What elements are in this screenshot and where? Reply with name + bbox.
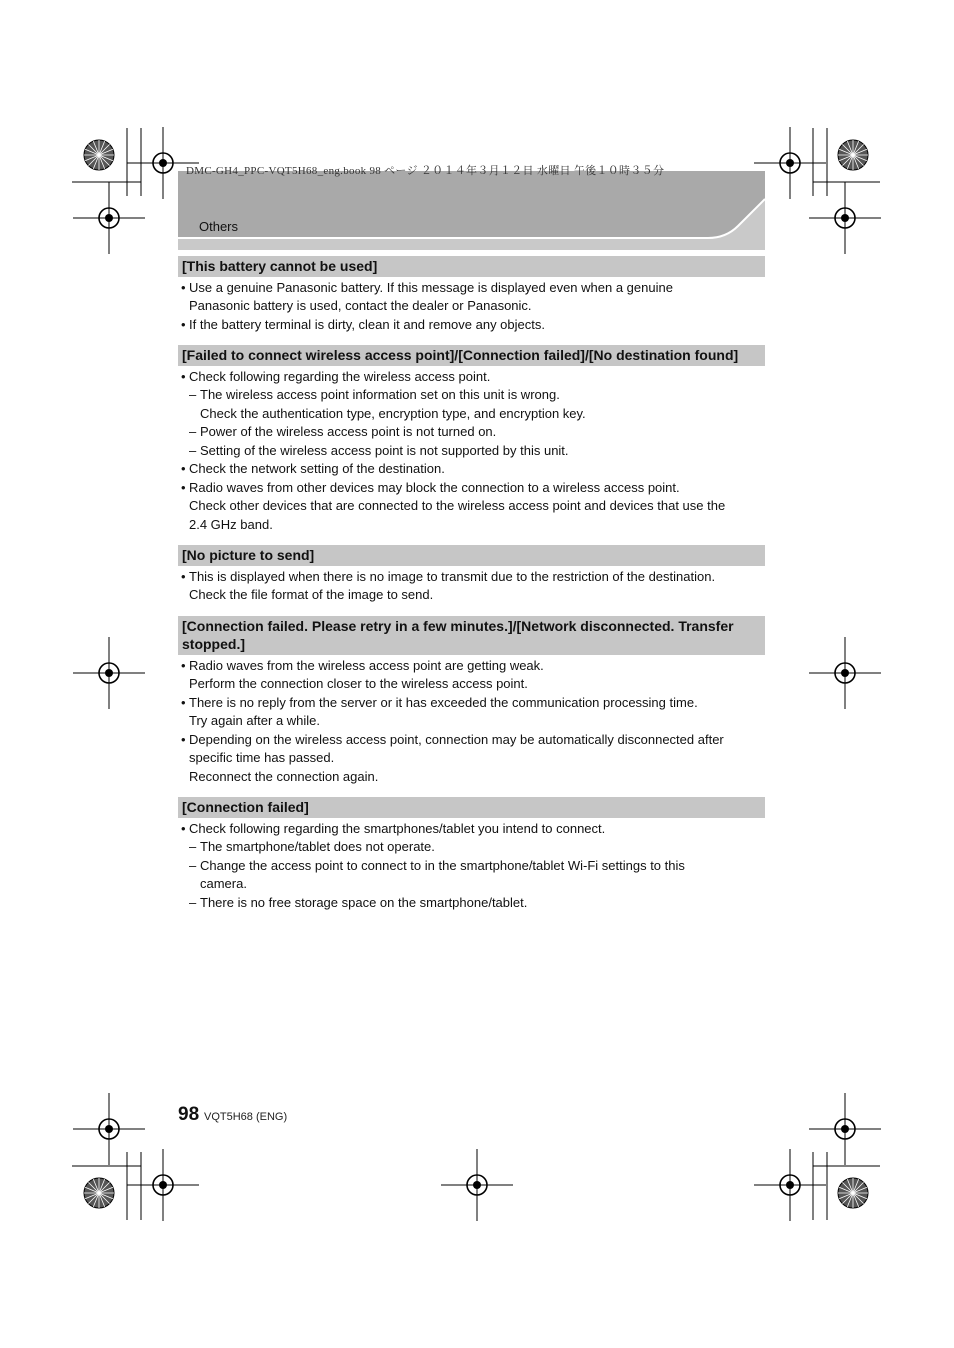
section-body bbox=[178, 368, 765, 535]
continuation-line: Reconnect the connection again. bbox=[189, 768, 379, 784]
page-content bbox=[178, 256, 765, 923]
bullet-item: • Radio waves from the wireless access point are getting weak. bbox=[178, 657, 765, 676]
continuation-line: Perform the connection closer to the wireless access point. bbox=[189, 676, 528, 691]
page-number: 98 bbox=[178, 1104, 200, 1125]
section-heading: [Failed to connect wireless access point]/[Connection failed]/[No destination found] bbox=[178, 345, 765, 366]
section-body bbox=[178, 657, 765, 787]
document-code: VQT5H68 (ENG) bbox=[204, 1111, 288, 1123]
dash-item: – Change the access point to connect to in the smartphone/tablet Wi-Fi settings to this bbox=[178, 857, 765, 876]
bullet-item: • Use a genuine Panasonic battery. If this message is displayed even when a genuine bbox=[178, 279, 765, 298]
continuation-line: Check the authentication type, encryption type, and encryption key. bbox=[200, 405, 586, 421]
bullet-item: • Check following regarding the smartphones/tablet you intend to connect. bbox=[178, 820, 765, 839]
continuation-line: Try again after a while. bbox=[189, 713, 321, 728]
section-heading: [No picture to send] bbox=[178, 545, 765, 566]
header-band bbox=[178, 171, 765, 250]
bullet-item: • Check the network setting of the destination. bbox=[178, 460, 765, 479]
bullet-item: • Radio waves from other devices may block the connection to a wireless access point. bbox=[178, 479, 765, 498]
bullet-item: • Depending on the wireless access point, connection may be automatically disconnected after bbox=[178, 731, 765, 750]
bullet-item: • If the battery terminal is dirty, clean it and remove any objects. bbox=[178, 316, 765, 335]
section-body bbox=[178, 568, 765, 605]
bullet-item: • Check following regarding the wireless access point. bbox=[178, 368, 765, 387]
dash-item: – There is no free storage space on the smartphone/tablet. bbox=[178, 894, 765, 913]
section-label: Others bbox=[199, 219, 239, 234]
dash-item: – The smartphone/tablet does not operate. bbox=[178, 838, 765, 857]
dash-item: – Setting of the wireless access point is not supported by this unit. bbox=[178, 442, 765, 461]
section-heading: [This battery cannot be used] bbox=[178, 256, 765, 277]
continuation-line: Check the file format of the image to send. bbox=[189, 587, 434, 602]
dash-item: – The wireless access point information set on this unit is wrong. bbox=[178, 386, 765, 405]
bullet-item: • This is displayed when there is no image to transmit due to the restriction of the destination. bbox=[178, 568, 765, 587]
bullet-item: • There is no reply from the server or it has exceeded the communication processing time. bbox=[178, 694, 765, 713]
section-body bbox=[178, 279, 765, 335]
dash-item: – Power of the wireless access point is not turned on. bbox=[178, 423, 765, 442]
section-heading: [Connection failed] bbox=[178, 797, 765, 818]
section-heading: [Connection failed. Please retry in a few minutes.]/[Network disconnected. Transfer stopped.] bbox=[178, 616, 765, 655]
continuation-line: Panasonic battery is used, contact the dealer or Panasonic. bbox=[189, 298, 532, 313]
continuation-line: camera. bbox=[200, 876, 247, 891]
continuation-line: 2.4 GHz band. bbox=[189, 516, 273, 532]
continuation-line: Check other devices that are connected to the wireless access point and devices that use the bbox=[189, 498, 726, 513]
print-job-line: DMC-GH4_PPC-VQT5H68_eng.book 98 ページ ２０１４年３月１２日 水曜日 午後１０時３５分 bbox=[186, 165, 665, 177]
section-body bbox=[178, 820, 765, 913]
continuation-line: specific time has passed. bbox=[189, 750, 335, 765]
